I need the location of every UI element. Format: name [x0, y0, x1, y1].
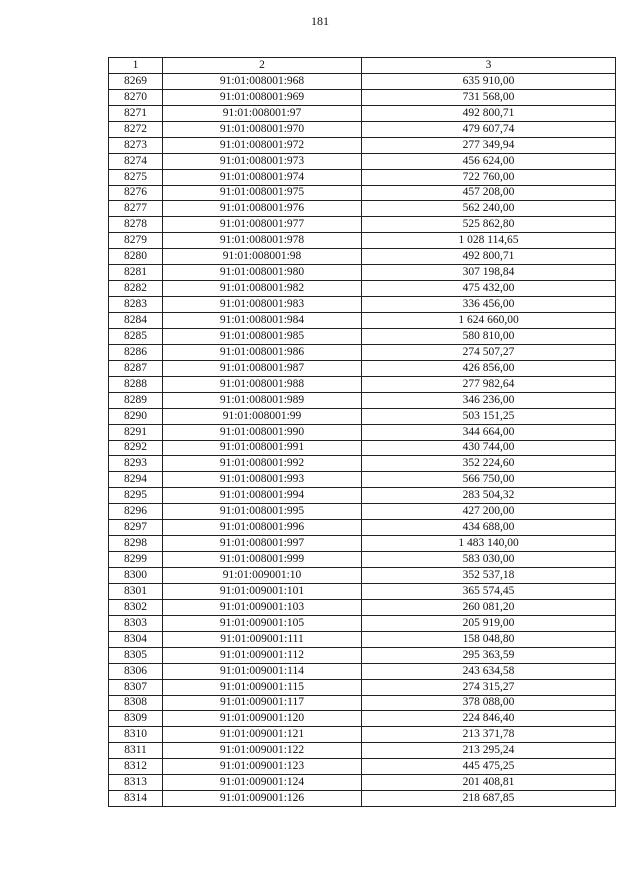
cell-row-number: 8299 — [109, 552, 163, 568]
cell-cadastral-number: 91:01:008001:98 — [163, 249, 362, 265]
cell-value: 277 982,64 — [362, 376, 616, 392]
table-row — [109, 759, 616, 775]
table-row — [109, 201, 616, 217]
cell-row-number: 8278 — [109, 217, 163, 233]
cell-cadastral-number: 91:01:008001:983 — [163, 297, 362, 313]
cell-row-number: 8274 — [109, 153, 163, 169]
cell-value: 274 507,27 — [362, 344, 616, 360]
cell-row-number: 8285 — [109, 328, 163, 344]
page-number: 181 — [311, 14, 329, 28]
cell-cadastral-number: 91:01:008001:996 — [163, 520, 362, 536]
cell-value: 731 568,00 — [362, 89, 616, 105]
cell-value: 635 910,00 — [362, 73, 616, 89]
table-row — [109, 89, 616, 105]
cell-row-number: 8287 — [109, 360, 163, 376]
cell-value: 205 919,00 — [362, 615, 616, 631]
cell-row-number: 8275 — [109, 169, 163, 185]
cell-value: 224 846,40 — [362, 711, 616, 727]
cell-cadastral-number: 91:01:008001:969 — [163, 89, 362, 105]
cell-cadastral-number: 91:01:008001:978 — [163, 233, 362, 249]
cell-row-number: 8303 — [109, 615, 163, 631]
cell-cadastral-number: 91:01:008001:988 — [163, 376, 362, 392]
cell-cadastral-number: 91:01:008001:995 — [163, 504, 362, 520]
cell-value: 1 028 114,65 — [362, 233, 616, 249]
cell-cadastral-number: 91:01:008001:989 — [163, 392, 362, 408]
cell-cadastral-number: 91:01:008001:986 — [163, 344, 362, 360]
table-row — [109, 392, 616, 408]
cell-row-number: 8277 — [109, 201, 163, 217]
cell-value: 295 363,59 — [362, 647, 616, 663]
cell-value: 722 760,00 — [362, 169, 616, 185]
cell-cadastral-number: 91:01:009001:111 — [163, 631, 362, 647]
cell-cadastral-number: 91:01:008001:987 — [163, 360, 362, 376]
cell-row-number: 8311 — [109, 743, 163, 759]
cell-value: 346 236,00 — [362, 392, 616, 408]
cell-cadastral-number: 91:01:009001:103 — [163, 599, 362, 615]
table-row — [109, 679, 616, 695]
cell-cadastral-number: 91:01:008001:992 — [163, 456, 362, 472]
cell-row-number: 8286 — [109, 344, 163, 360]
column-header-cadastral: 2 — [163, 58, 362, 74]
cell-value: 201 408,81 — [362, 775, 616, 791]
cell-row-number: 8271 — [109, 105, 163, 121]
cell-cadastral-number: 91:01:008001:990 — [163, 424, 362, 440]
cell-cadastral-number: 91:01:009001:117 — [163, 695, 362, 711]
table-row — [109, 711, 616, 727]
cell-value: 213 295,24 — [362, 743, 616, 759]
cell-row-number: 8300 — [109, 568, 163, 584]
cell-cadastral-number: 91:01:009001:115 — [163, 679, 362, 695]
table-row — [109, 615, 616, 631]
cell-row-number: 8269 — [109, 73, 163, 89]
cell-value: 158 048,80 — [362, 631, 616, 647]
cell-cadastral-number: 91:01:009001:114 — [163, 663, 362, 679]
table-row — [109, 743, 616, 759]
table-row — [109, 265, 616, 281]
table-row — [109, 233, 616, 249]
cell-cadastral-number: 91:01:009001:124 — [163, 775, 362, 791]
cell-row-number: 8288 — [109, 376, 163, 392]
cell-row-number: 8301 — [109, 583, 163, 599]
table-row — [109, 137, 616, 153]
cell-cadastral-number: 91:01:008001:99 — [163, 408, 362, 424]
table-row — [109, 297, 616, 313]
cell-value: 378 088,00 — [362, 695, 616, 711]
cell-row-number: 8314 — [109, 791, 163, 807]
cell-value: 307 198,84 — [362, 265, 616, 281]
table-row — [109, 281, 616, 297]
table-row — [109, 520, 616, 536]
table-row — [109, 663, 616, 679]
cell-row-number: 8305 — [109, 647, 163, 663]
cell-value: 475 432,00 — [362, 281, 616, 297]
registry-table — [108, 57, 616, 807]
table-row — [109, 185, 616, 201]
cell-row-number: 8290 — [109, 408, 163, 424]
table-row — [109, 695, 616, 711]
cell-value: 503 151,25 — [362, 408, 616, 424]
table-body — [109, 73, 616, 806]
table-row — [109, 631, 616, 647]
cell-row-number: 8313 — [109, 775, 163, 791]
cell-value: 283 504,32 — [362, 488, 616, 504]
cell-value: 525 862,80 — [362, 217, 616, 233]
cell-row-number: 8289 — [109, 392, 163, 408]
table-row — [109, 775, 616, 791]
cell-row-number: 8280 — [109, 249, 163, 265]
table-row — [109, 727, 616, 743]
cell-cadastral-number: 91:01:008001:97 — [163, 105, 362, 121]
cell-row-number: 8308 — [109, 695, 163, 711]
cell-row-number: 8293 — [109, 456, 163, 472]
cell-value: 427 200,00 — [362, 504, 616, 520]
table-row — [109, 408, 616, 424]
cell-row-number: 8312 — [109, 759, 163, 775]
cell-row-number: 8270 — [109, 89, 163, 105]
cell-cadastral-number: 91:01:009001:105 — [163, 615, 362, 631]
cell-row-number: 8309 — [109, 711, 163, 727]
table-row — [109, 217, 616, 233]
cell-value: 352 224,60 — [362, 456, 616, 472]
table-row — [109, 504, 616, 520]
cell-row-number: 8273 — [109, 137, 163, 153]
cell-row-number: 8298 — [109, 536, 163, 552]
table-row — [109, 344, 616, 360]
cell-cadastral-number: 91:01:009001:126 — [163, 791, 362, 807]
table-row — [109, 153, 616, 169]
cell-row-number: 8304 — [109, 631, 163, 647]
cell-value: 456 624,00 — [362, 153, 616, 169]
column-header-number: 1 — [109, 58, 163, 74]
cell-row-number: 8281 — [109, 265, 163, 281]
table-header-row — [109, 58, 616, 74]
column-header-value: 3 — [362, 58, 616, 74]
table-row — [109, 376, 616, 392]
table-row — [109, 249, 616, 265]
table-row — [109, 121, 616, 137]
cell-cadastral-number: 91:01:009001:112 — [163, 647, 362, 663]
cell-cadastral-number: 91:01:008001:970 — [163, 121, 362, 137]
cell-value: 243 634,58 — [362, 663, 616, 679]
cell-value: 344 664,00 — [362, 424, 616, 440]
cell-cadastral-number: 91:01:009001:123 — [163, 759, 362, 775]
cell-value: 336 456,00 — [362, 297, 616, 313]
table-row — [109, 169, 616, 185]
cell-value: 218 687,85 — [362, 791, 616, 807]
table-row — [109, 536, 616, 552]
table-row — [109, 105, 616, 121]
cell-cadastral-number: 91:01:008001:991 — [163, 440, 362, 456]
cell-cadastral-number: 91:01:008001:972 — [163, 137, 362, 153]
cell-value: 1 624 660,00 — [362, 313, 616, 329]
cell-row-number: 8291 — [109, 424, 163, 440]
cell-value: 580 810,00 — [362, 328, 616, 344]
cell-row-number: 8295 — [109, 488, 163, 504]
table-row — [109, 568, 616, 584]
cell-value: 260 081,20 — [362, 599, 616, 615]
cell-cadastral-number: 91:01:009001:122 — [163, 743, 362, 759]
cell-cadastral-number: 91:01:009001:10 — [163, 568, 362, 584]
table-row — [109, 456, 616, 472]
cell-cadastral-number: 91:01:008001:997 — [163, 536, 362, 552]
table-row — [109, 424, 616, 440]
cell-cadastral-number: 91:01:009001:101 — [163, 583, 362, 599]
cell-row-number: 8279 — [109, 233, 163, 249]
table-row — [109, 472, 616, 488]
table-row — [109, 360, 616, 376]
table-row — [109, 647, 616, 663]
cell-cadastral-number: 91:01:009001:121 — [163, 727, 362, 743]
cell-value: 365 574,45 — [362, 583, 616, 599]
cell-value: 479 607,74 — [362, 121, 616, 137]
cell-value: 492 800,71 — [362, 105, 616, 121]
table-row — [109, 552, 616, 568]
cell-value: 445 475,25 — [362, 759, 616, 775]
cell-row-number: 8292 — [109, 440, 163, 456]
cell-cadastral-number: 91:01:008001:984 — [163, 313, 362, 329]
cell-cadastral-number: 91:01:008001:994 — [163, 488, 362, 504]
cell-row-number: 8296 — [109, 504, 163, 520]
cell-value: 1 483 140,00 — [362, 536, 616, 552]
cell-value: 566 750,00 — [362, 472, 616, 488]
cell-row-number: 8282 — [109, 281, 163, 297]
cell-cadastral-number: 91:01:008001:980 — [163, 265, 362, 281]
cell-value: 277 349,94 — [362, 137, 616, 153]
cell-cadastral-number: 91:01:008001:993 — [163, 472, 362, 488]
cell-row-number: 8284 — [109, 313, 163, 329]
cell-value: 274 315,27 — [362, 679, 616, 695]
cell-row-number: 8294 — [109, 472, 163, 488]
cell-value: 562 240,00 — [362, 201, 616, 217]
table-row — [109, 583, 616, 599]
table-row — [109, 488, 616, 504]
cell-cadastral-number: 91:01:009001:120 — [163, 711, 362, 727]
cell-row-number: 8283 — [109, 297, 163, 313]
cell-cadastral-number: 91:01:008001:968 — [163, 73, 362, 89]
cell-value: 434 688,00 — [362, 520, 616, 536]
table-row — [109, 440, 616, 456]
cell-row-number: 8276 — [109, 185, 163, 201]
table-row — [109, 599, 616, 615]
table-row — [109, 73, 616, 89]
cell-row-number: 8302 — [109, 599, 163, 615]
cell-value: 583 030,00 — [362, 552, 616, 568]
cell-cadastral-number: 91:01:008001:975 — [163, 185, 362, 201]
cell-value: 492 800,71 — [362, 249, 616, 265]
cell-cadastral-number: 91:01:008001:999 — [163, 552, 362, 568]
cell-cadastral-number: 91:01:008001:985 — [163, 328, 362, 344]
cell-cadastral-number: 91:01:008001:973 — [163, 153, 362, 169]
table-row — [109, 791, 616, 807]
cell-cadastral-number: 91:01:008001:977 — [163, 217, 362, 233]
cell-cadastral-number: 91:01:008001:982 — [163, 281, 362, 297]
cell-row-number: 8306 — [109, 663, 163, 679]
cell-cadastral-number: 91:01:008001:976 — [163, 201, 362, 217]
cell-row-number: 8297 — [109, 520, 163, 536]
cell-value: 352 537,18 — [362, 568, 616, 584]
cell-cadastral-number: 91:01:008001:974 — [163, 169, 362, 185]
table-row — [109, 328, 616, 344]
cell-value: 213 371,78 — [362, 727, 616, 743]
table-row — [109, 313, 616, 329]
cell-value: 430 744,00 — [362, 440, 616, 456]
cell-row-number: 8307 — [109, 679, 163, 695]
cell-value: 457 208,00 — [362, 185, 616, 201]
cell-row-number: 8272 — [109, 121, 163, 137]
cell-row-number: 8310 — [109, 727, 163, 743]
cell-value: 426 856,00 — [362, 360, 616, 376]
